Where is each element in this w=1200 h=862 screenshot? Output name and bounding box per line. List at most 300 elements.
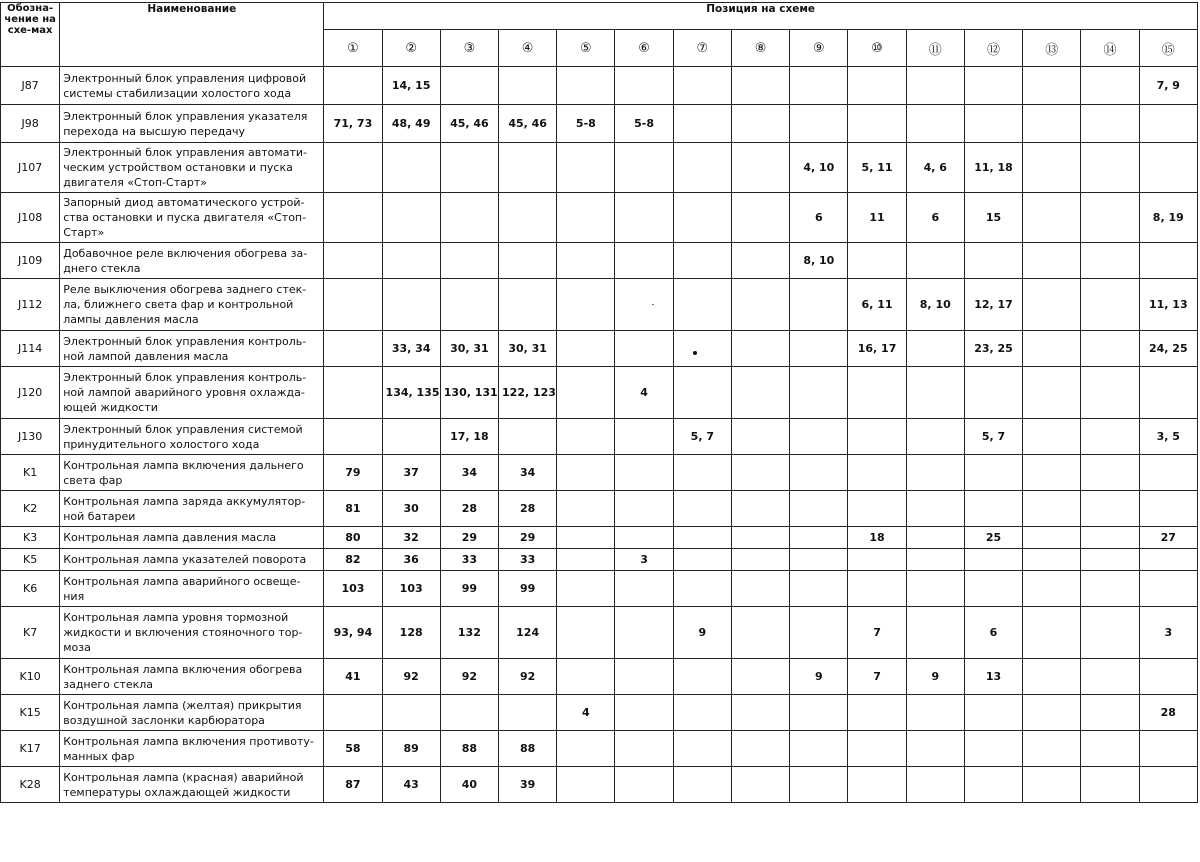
position-value-cell [1023, 193, 1081, 243]
position-value-cell [848, 419, 906, 455]
position-value-cell: 27 [1139, 527, 1197, 549]
position-value-cell [673, 571, 731, 607]
position-value-cell: 132 [440, 607, 498, 659]
position-value-cell [790, 455, 848, 491]
position-value-cell [1139, 571, 1197, 607]
position-value-cell [382, 419, 440, 455]
position-value-cell: 28 [440, 491, 498, 527]
position-value-cell [1139, 731, 1197, 767]
position-value-cell [964, 549, 1022, 571]
position-value-cell [615, 279, 673, 331]
position-value-cell: 13 [964, 659, 1022, 695]
position-value-cell: 88 [499, 731, 557, 767]
position-number-header: ⑫ [964, 30, 1022, 67]
position-value-cell [964, 455, 1022, 491]
component-name: Контрольная лампа включения обогрева заднего стекла [60, 659, 324, 695]
position-value-cell [324, 67, 382, 105]
table-row [1, 549, 1198, 571]
position-value-cell: 18 [848, 527, 906, 549]
position-value-cell [964, 491, 1022, 527]
table-row [1, 105, 1198, 143]
position-value-cell: 23, 25 [964, 331, 1022, 367]
position-value-cell [790, 571, 848, 607]
position-value-cell: 48, 49 [382, 105, 440, 143]
position-value-cell [1081, 659, 1139, 695]
position-value-cell [557, 767, 615, 803]
position-value-cell [673, 491, 731, 527]
position-value-cell [1023, 455, 1081, 491]
table-row [1, 659, 1198, 695]
position-value-cell [615, 659, 673, 695]
position-value-cell: 33 [440, 549, 498, 571]
position-value-cell [673, 731, 731, 767]
component-name: Контрольная лампа включения противоту-манных фар [60, 731, 324, 767]
position-value-cell: 103 [382, 571, 440, 607]
position-value-cell [848, 767, 906, 803]
position-value-cell [731, 419, 789, 455]
position-value-cell [557, 67, 615, 105]
reference-table [0, 2, 1198, 803]
position-value-cell: 32 [382, 527, 440, 549]
position-value-cell [382, 193, 440, 243]
position-value-cell [499, 419, 557, 455]
position-value-cell [790, 67, 848, 105]
position-value-cell [673, 455, 731, 491]
position-value-cell [731, 143, 789, 193]
position-value-cell [1023, 279, 1081, 331]
component-code: K2 [1, 491, 60, 527]
table-row [1, 607, 1198, 659]
component-name: Запорный диод автоматического устрой-ства остановки и пуска двигателя «Стоп-Старт» [60, 193, 324, 243]
position-value-cell [731, 367, 789, 419]
position-value-cell [790, 695, 848, 731]
position-value-cell [1081, 67, 1139, 105]
position-value-cell [1023, 105, 1081, 143]
position-value-cell [499, 67, 557, 105]
position-value-cell [731, 455, 789, 491]
position-value-cell [557, 571, 615, 607]
component-code: J107 [1, 143, 60, 193]
position-value-cell: 88 [440, 731, 498, 767]
position-value-cell [1139, 491, 1197, 527]
component-name: Контрольная лампа включения дальнего света фар [60, 455, 324, 491]
table-row [1, 279, 1198, 331]
position-value-cell: 11, 13 [1139, 279, 1197, 331]
position-value-cell [906, 607, 964, 659]
position-value-cell: 30 [382, 491, 440, 527]
component-code: J87 [1, 67, 60, 105]
position-value-cell: 7, 9 [1139, 67, 1197, 105]
component-name: Реле выключения обогрева заднего стек-ла, ближнего света фар и контрольной лампы давления масла [60, 279, 324, 331]
position-value-cell [906, 491, 964, 527]
table-row [1, 367, 1198, 419]
position-value-cell [731, 331, 789, 367]
position-value-cell [1081, 143, 1139, 193]
component-code: J120 [1, 367, 60, 419]
component-name: Контрольная лампа уровня тормозной жидкости и включения стояночного тор-моза [60, 607, 324, 659]
position-value-cell: 15 [964, 193, 1022, 243]
position-value-cell: 5, 11 [848, 143, 906, 193]
position-value-cell: 92 [499, 659, 557, 695]
position-value-cell [731, 67, 789, 105]
component-code: K5 [1, 549, 60, 571]
position-value-cell [673, 243, 731, 279]
position-value-cell: 6 [906, 193, 964, 243]
position-number-header: ⑤ [557, 30, 615, 67]
position-value-cell [848, 491, 906, 527]
position-value-cell [964, 695, 1022, 731]
position-value-cell: 43 [382, 767, 440, 803]
position-value-cell [382, 279, 440, 331]
position-value-cell [906, 455, 964, 491]
position-number-header: ⑬ [1023, 30, 1081, 67]
position-value-cell [615, 607, 673, 659]
component-name: Электронный блок управления системой принудительного холостого хода [60, 419, 324, 455]
component-name: Контрольная лампа указателей поворота [60, 549, 324, 571]
position-value-cell [324, 331, 382, 367]
position-value-cell [790, 767, 848, 803]
position-value-cell: 14, 15 [382, 67, 440, 105]
position-value-cell [499, 243, 557, 279]
position-value-cell [324, 695, 382, 731]
position-value-cell: 29 [499, 527, 557, 549]
position-value-cell [557, 143, 615, 193]
position-number-header: ② [382, 30, 440, 67]
position-number-header: ① [324, 30, 382, 67]
position-value-cell: 58 [324, 731, 382, 767]
component-code: J112 [1, 279, 60, 331]
position-value-cell [1139, 659, 1197, 695]
table-row [1, 571, 1198, 607]
position-value-cell [1023, 331, 1081, 367]
position-value-cell [1023, 571, 1081, 607]
position-value-cell [324, 143, 382, 193]
position-value-cell [731, 607, 789, 659]
position-value-cell [673, 695, 731, 731]
position-value-cell [673, 527, 731, 549]
position-value-cell [615, 331, 673, 367]
position-value-cell [673, 549, 731, 571]
position-value-cell [790, 491, 848, 527]
position-value-cell [731, 491, 789, 527]
position-value-cell [673, 143, 731, 193]
position-value-cell: 8, 19 [1139, 193, 1197, 243]
position-value-cell [673, 279, 731, 331]
position-value-cell: 45, 46 [499, 105, 557, 143]
position-value-cell: 11 [848, 193, 906, 243]
position-value-cell: 28 [499, 491, 557, 527]
position-value-cell [440, 695, 498, 731]
position-value-cell: 71, 73 [324, 105, 382, 143]
position-value-cell [673, 67, 731, 105]
table-row [1, 243, 1198, 279]
position-value-cell [557, 731, 615, 767]
position-value-cell [790, 419, 848, 455]
position-value-cell [440, 193, 498, 243]
position-value-cell [1023, 491, 1081, 527]
position-value-cell: 3 [615, 549, 673, 571]
position-value-cell [1081, 243, 1139, 279]
component-name: Электронный блок управления цифровой системы стабилизации холостого хода [60, 67, 324, 105]
position-value-cell [1139, 105, 1197, 143]
position-value-cell [1081, 571, 1139, 607]
position-value-cell: 9 [673, 607, 731, 659]
position-value-cell [1081, 279, 1139, 331]
position-value-cell: 6, 11 [848, 279, 906, 331]
position-value-cell: 81 [324, 491, 382, 527]
position-value-cell [1081, 695, 1139, 731]
position-value-cell: 12, 17 [964, 279, 1022, 331]
position-value-cell: 7 [848, 607, 906, 659]
position-value-cell: 25 [964, 527, 1022, 549]
position-value-cell: 30, 31 [440, 331, 498, 367]
position-value-cell [324, 193, 382, 243]
position-value-cell: 89 [382, 731, 440, 767]
position-value-cell: 37 [382, 455, 440, 491]
position-value-cell [1139, 243, 1197, 279]
position-value-cell [615, 419, 673, 455]
position-value-cell [790, 549, 848, 571]
position-value-cell [557, 193, 615, 243]
position-value-cell [1023, 419, 1081, 455]
position-value-cell [557, 367, 615, 419]
position-value-cell [731, 549, 789, 571]
position-value-cell: 134, 135 [382, 367, 440, 419]
position-value-cell [1139, 549, 1197, 571]
position-value-cell [1023, 549, 1081, 571]
position-value-cell [557, 331, 615, 367]
position-value-cell [848, 367, 906, 419]
position-value-cell [964, 731, 1022, 767]
position-value-cell [1023, 731, 1081, 767]
position-value-cell [615, 67, 673, 105]
position-value-cell [964, 67, 1022, 105]
position-value-cell [673, 331, 731, 367]
position-value-cell [324, 419, 382, 455]
position-number-header: ⑪ [906, 30, 964, 67]
position-value-cell [1081, 731, 1139, 767]
position-value-cell [615, 731, 673, 767]
position-value-cell [440, 143, 498, 193]
position-value-cell: 122, 123 [499, 367, 557, 419]
component-code: K1 [1, 455, 60, 491]
position-value-cell: 7 [848, 659, 906, 695]
position-value-cell: 5-8 [557, 105, 615, 143]
component-name: Электронный блок управления контроль-ной лампой аварийного уровня охлажда-ющей жидкости [60, 367, 324, 419]
position-value-cell [964, 367, 1022, 419]
position-value-cell [790, 607, 848, 659]
position-value-cell: 9 [790, 659, 848, 695]
position-value-cell [1139, 767, 1197, 803]
position-value-cell: 36 [382, 549, 440, 571]
position-value-cell [557, 455, 615, 491]
component-name: Электронный блок управления автомати-ческим устройством остановки и пуска двигателя «Стоп-Старт» [60, 143, 324, 193]
position-value-cell [1023, 67, 1081, 105]
table-row [1, 143, 1198, 193]
position-value-cell [1081, 367, 1139, 419]
position-value-cell [615, 193, 673, 243]
position-number-header: ⑧ [731, 30, 789, 67]
table-row [1, 455, 1198, 491]
position-value-cell [731, 243, 789, 279]
position-value-cell: 124 [499, 607, 557, 659]
component-name: Контрольная лампа (желтая) прикрытия воздушной заслонки карбюратора [60, 695, 324, 731]
position-value-cell [1081, 527, 1139, 549]
position-value-cell [906, 419, 964, 455]
position-value-cell [499, 695, 557, 731]
position-value-cell: 128 [382, 607, 440, 659]
position-value-cell: 6 [790, 193, 848, 243]
position-value-cell [440, 243, 498, 279]
position-value-cell [906, 331, 964, 367]
position-value-cell [557, 491, 615, 527]
position-value-cell [615, 455, 673, 491]
position-value-cell: 87 [324, 767, 382, 803]
position-value-cell [499, 193, 557, 243]
position-number-header: ⑭ [1081, 30, 1139, 67]
position-value-cell [673, 105, 731, 143]
position-value-cell: 99 [499, 571, 557, 607]
position-value-cell: 28 [1139, 695, 1197, 731]
position-value-cell [1081, 105, 1139, 143]
table-row [1, 331, 1198, 367]
position-number-header: ③ [440, 30, 498, 67]
table-row [1, 527, 1198, 549]
position-value-cell [906, 767, 964, 803]
position-value-cell: 92 [440, 659, 498, 695]
component-code: K10 [1, 659, 60, 695]
position-value-cell [848, 455, 906, 491]
position-value-cell [557, 419, 615, 455]
position-value-cell [673, 193, 731, 243]
position-value-cell: 17, 18 [440, 419, 498, 455]
position-value-cell [615, 143, 673, 193]
component-code: K15 [1, 695, 60, 731]
position-value-cell: 33 [499, 549, 557, 571]
position-value-cell [615, 243, 673, 279]
position-value-cell [1023, 367, 1081, 419]
component-code: J98 [1, 105, 60, 143]
name-column-header: Наименование [60, 3, 324, 67]
position-header: Позиция на схеме [324, 3, 1198, 30]
position-value-cell [324, 367, 382, 419]
component-name: Контрольная лампа аварийного освеще-ния [60, 571, 324, 607]
position-value-cell: 39 [499, 767, 557, 803]
position-value-cell: 9 [906, 659, 964, 695]
position-value-cell [731, 767, 789, 803]
position-value-cell [731, 193, 789, 243]
position-value-cell [790, 105, 848, 143]
code-column-header: Обозна-чение на схе-мах [1, 3, 60, 67]
position-number-header: ⑥ [615, 30, 673, 67]
position-value-cell [790, 527, 848, 549]
position-value-cell [1081, 455, 1139, 491]
position-value-cell: 4, 6 [906, 143, 964, 193]
position-value-cell [731, 731, 789, 767]
position-value-cell [557, 527, 615, 549]
component-code: K17 [1, 731, 60, 767]
position-value-cell: 33, 34 [382, 331, 440, 367]
position-value-cell [906, 243, 964, 279]
position-value-cell [731, 571, 789, 607]
table-row [1, 695, 1198, 731]
position-value-cell [1081, 549, 1139, 571]
stray-dot-mark [693, 351, 697, 355]
component-name: Контрольная лампа заряда аккумулятор-ной батареи [60, 491, 324, 527]
position-value-cell: 40 [440, 767, 498, 803]
position-value-cell [790, 731, 848, 767]
position-value-cell [790, 367, 848, 419]
table-row [1, 67, 1198, 105]
position-value-cell [1023, 143, 1081, 193]
position-value-cell [790, 331, 848, 367]
component-name: Добавочное реле включения обогрева за-днего стекла [60, 243, 324, 279]
position-value-cell [848, 243, 906, 279]
position-value-cell [906, 67, 964, 105]
position-value-cell [615, 695, 673, 731]
position-value-cell [848, 731, 906, 767]
stray-speck-mark [652, 304, 654, 305]
position-value-cell: 34 [499, 455, 557, 491]
position-value-cell [906, 731, 964, 767]
position-value-cell [673, 659, 731, 695]
position-value-cell: 130, 131 [440, 367, 498, 419]
position-value-cell [557, 243, 615, 279]
component-code: J114 [1, 331, 60, 367]
component-code: K6 [1, 571, 60, 607]
position-value-cell [731, 695, 789, 731]
component-code: K7 [1, 607, 60, 659]
position-value-cell: 29 [440, 527, 498, 549]
table-row [1, 491, 1198, 527]
position-value-cell: 8, 10 [906, 279, 964, 331]
position-value-cell [382, 143, 440, 193]
position-value-cell [848, 695, 906, 731]
position-value-cell [382, 695, 440, 731]
position-value-cell: 99 [440, 571, 498, 607]
position-value-cell [615, 767, 673, 803]
position-number-header: ⑮ [1139, 30, 1197, 67]
table-row [1, 193, 1198, 243]
position-value-cell [324, 243, 382, 279]
position-value-cell: 16, 17 [848, 331, 906, 367]
position-value-cell: 80 [324, 527, 382, 549]
position-number-header: ④ [499, 30, 557, 67]
position-value-cell [440, 67, 498, 105]
position-value-cell [1023, 659, 1081, 695]
position-value-cell: 4 [615, 367, 673, 419]
position-value-cell: 4, 10 [790, 143, 848, 193]
component-name: Контрольная лампа (красная) аварийной температуры охлаждающей жидкости [60, 767, 324, 803]
position-value-cell [615, 491, 673, 527]
component-code: J108 [1, 193, 60, 243]
position-value-cell [906, 527, 964, 549]
position-value-cell [1139, 143, 1197, 193]
component-code: J109 [1, 243, 60, 279]
position-value-cell: 3 [1139, 607, 1197, 659]
position-value-cell [1023, 243, 1081, 279]
table-header [1, 3, 1198, 67]
position-value-cell [731, 105, 789, 143]
component-name: Контрольная лампа давления масла [60, 527, 324, 549]
position-value-cell: 30, 31 [499, 331, 557, 367]
position-value-cell: 5-8 [615, 105, 673, 143]
position-value-cell: 3, 5 [1139, 419, 1197, 455]
component-code: J130 [1, 419, 60, 455]
position-number-header: ⑨ [790, 30, 848, 67]
position-value-cell [615, 527, 673, 549]
component-code: K28 [1, 767, 60, 803]
